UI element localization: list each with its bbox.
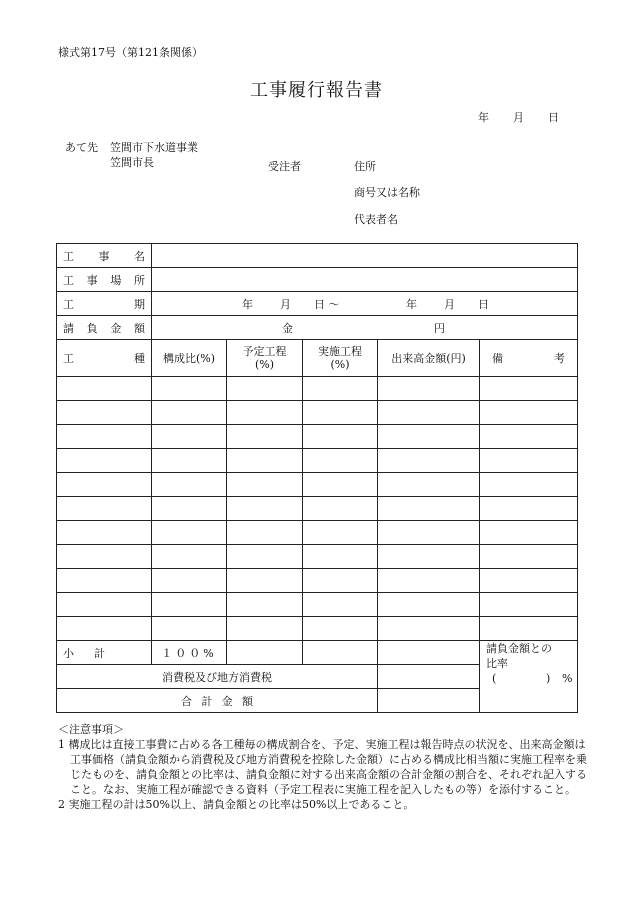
document-title: 工事履行報告書 [250, 80, 383, 101]
addressee-line1: 笠間市下水道事業 [110, 141, 198, 154]
header-output-amount: 出来高金額(円) [378, 340, 480, 377]
table-row [57, 569, 578, 593]
date-day-label: 日 [548, 111, 559, 124]
header-ratio: 構成比(%) [152, 340, 227, 377]
table-row [57, 377, 578, 401]
table-row [57, 617, 578, 641]
subtotal-ratio: １００% [152, 641, 227, 665]
ratio-note: 請負金額との 比率 ( ) % [480, 665, 578, 713]
period-label: 工 期 [57, 292, 152, 316]
table-row [57, 425, 578, 449]
addressee-label: あて先 [65, 141, 98, 154]
row-column-headers [57, 340, 578, 377]
header-work-type: 工 種 [57, 340, 152, 377]
contract-amount-field[interactable]: 金 円 [152, 316, 578, 340]
contract-amount-label: 請 負 金 額 [57, 316, 152, 340]
row-work-place [57, 268, 578, 292]
table-row [57, 521, 578, 545]
total-label: 合 計 金 額 [57, 689, 378, 713]
table-row [57, 401, 578, 425]
date-year-label: 年 [478, 111, 489, 124]
row-contract-amount [57, 316, 578, 340]
form-number: 様式第17号（第121条関係） [58, 46, 203, 59]
period-field[interactable]: 年 月 日 〜 年 月 日 [152, 292, 578, 316]
addressee-line2: 笠間市長 [110, 156, 154, 169]
table-row [57, 497, 578, 521]
work-place-field[interactable] [152, 268, 578, 292]
contractor-label: 受注者 [268, 160, 301, 173]
notes-section [58, 722, 588, 812]
table-row [57, 449, 578, 473]
row-tax [57, 665, 578, 689]
notes-item-2: 2 実施工程の計は50%以上、請負金額との比率は50%以上であること。 [58, 798, 415, 811]
contractor-company-label: 商号又は名称 [354, 186, 420, 199]
table-row [57, 473, 578, 497]
header-actual: 実施工程 (%) [303, 340, 378, 377]
work-name-label: 工 事 名 [57, 244, 152, 268]
notes-heading: ＜注意事項＞ [58, 723, 124, 736]
tax-label: 消費税及び地方消費税 [57, 665, 378, 689]
report-table [56, 243, 578, 713]
date-month-label: 月 [513, 111, 524, 124]
subtotal-label: 小 計 [57, 641, 152, 665]
work-place-label: 工 事 場 所 [57, 268, 152, 292]
header-remarks: 備 考 [480, 340, 578, 377]
table-row [57, 545, 578, 569]
work-name-field[interactable] [152, 244, 578, 268]
notes-item-1: 1 構成比は直接工事費に占める各工種毎の構成割合を、予定、実施工程は報告時点の状況を、出来高金額は工事価格（請負金額から消費税及び地方消費税を控除した金額）に占める構成比相当額に実施工程率を乗じたものを、請負金額との比率は、請負金額に対する出来高金額の合計金額の割合を、それぞれ記入すること。なお、実施工程が確認できる資料（予定工程表に実施工程を記入したもの等）を添付すること。 [58, 738, 587, 796]
row-period [57, 292, 578, 316]
table-row [57, 593, 578, 617]
contractor-representative-label: 代表者名 [354, 213, 398, 226]
header-planned: 予定工程 (%) [227, 340, 303, 377]
contractor-address-label: 住所 [354, 160, 376, 173]
row-work-name [57, 244, 578, 268]
